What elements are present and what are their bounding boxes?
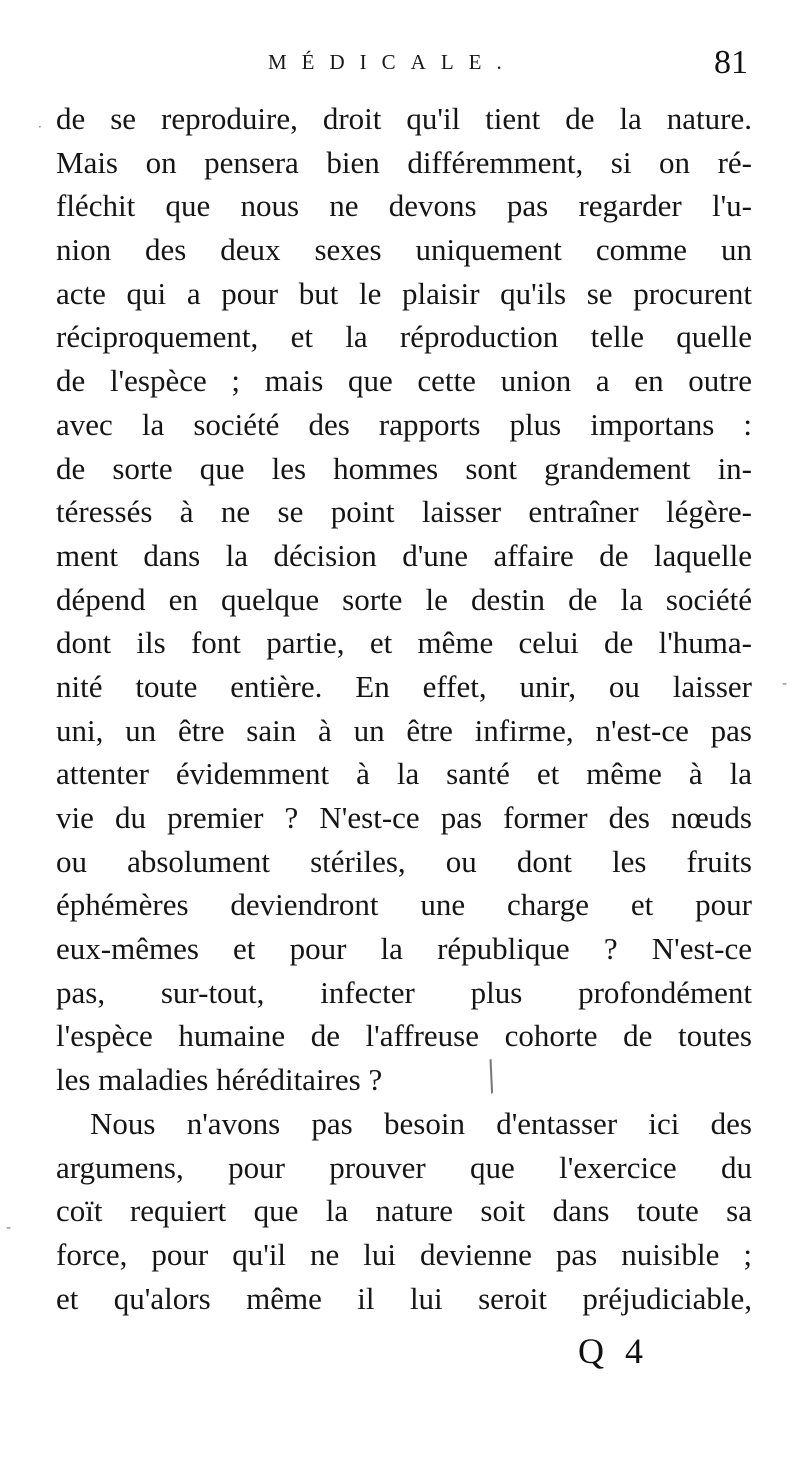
page-number: 81 bbox=[714, 44, 748, 81]
text-line: ou absolument stériles, ou dont les fruits bbox=[56, 843, 752, 879]
paragraph-1 bbox=[56, 97, 752, 1102]
speck-icon: - bbox=[782, 676, 788, 692]
text-line: ment dans la décision d'une affaire de laquelle bbox=[56, 537, 752, 573]
text-line: eux-mêmes et pour la république ? N'est-ce bbox=[56, 931, 752, 967]
text-line: dont ils font partie, et même celui de l'huma- bbox=[56, 625, 752, 661]
running-head bbox=[0, 44, 800, 84]
text-line: et qu'alors même il lui seroit préjudiciable, bbox=[56, 1280, 752, 1316]
text-line: éphémères deviendront une charge et pour bbox=[56, 887, 752, 923]
signature-mark: Q 4 bbox=[578, 1331, 649, 1371]
text-line: fléchit que nous ne devons pas regarder l'u- bbox=[56, 188, 752, 224]
text-line: téressés à ne se point laisser entraîner légère- bbox=[56, 494, 752, 530]
speck-icon: - bbox=[6, 1220, 12, 1236]
text-line: pas, sur-tout, infecter plus profondément bbox=[56, 974, 752, 1010]
text-line: avec la société des rapports plus importans : bbox=[56, 406, 752, 442]
text-line: Mais on pensera bien différemment, si on ré- bbox=[56, 144, 752, 180]
body-text bbox=[56, 97, 752, 1320]
text-line: de se reproduire, droit qu'il tient de la nature. bbox=[56, 101, 752, 136]
running-title: MÉDICALE. bbox=[268, 50, 517, 74]
text-line: de l'espèce ; mais que cette union a en outre bbox=[56, 363, 752, 399]
paragraph-2 bbox=[56, 1102, 752, 1320]
text-line: vie du premier ? N'est-ce pas former des nœuds bbox=[56, 800, 752, 835]
text-line: Nous n'avons pas besoin d'entasser ici des bbox=[90, 1105, 752, 1141]
text-line: nité toute entière. En effet, unir, ou laisser bbox=[56, 668, 752, 704]
text-line: de sorte que les hommes sont grandement in- bbox=[56, 450, 752, 486]
text-line: dépend en quelque sorte le destin de la société bbox=[56, 581, 752, 617]
text-line: réciproquement, et la réproduction telle quelle bbox=[56, 319, 752, 355]
pencil-stroke-icon: ╱ bbox=[477, 1060, 507, 1094]
text-line: les maladies héréditaires ? bbox=[56, 1062, 383, 1098]
text-line: attenter évidemment à la santé et même à la bbox=[56, 756, 752, 792]
text-line: coït requiert que la nature soit dans toute sa bbox=[56, 1193, 752, 1229]
text-line: force, pour qu'il ne lui devienne pas nuisible ; bbox=[56, 1236, 752, 1272]
text-line: acte qui a pour but le plaisir qu'ils se procurent bbox=[56, 275, 752, 311]
text-line: nion des deux sexes uniquement comme un bbox=[56, 232, 752, 268]
text-line: argumens, pour prouver que l'exercice du bbox=[56, 1149, 752, 1185]
text-line: uni, un être sain à un être infirme, n'est-ce pas bbox=[56, 712, 752, 748]
text-line: l'espèce humaine de l'affreuse cohorte de toutes bbox=[56, 1018, 752, 1054]
speck-icon: · bbox=[38, 120, 42, 134]
